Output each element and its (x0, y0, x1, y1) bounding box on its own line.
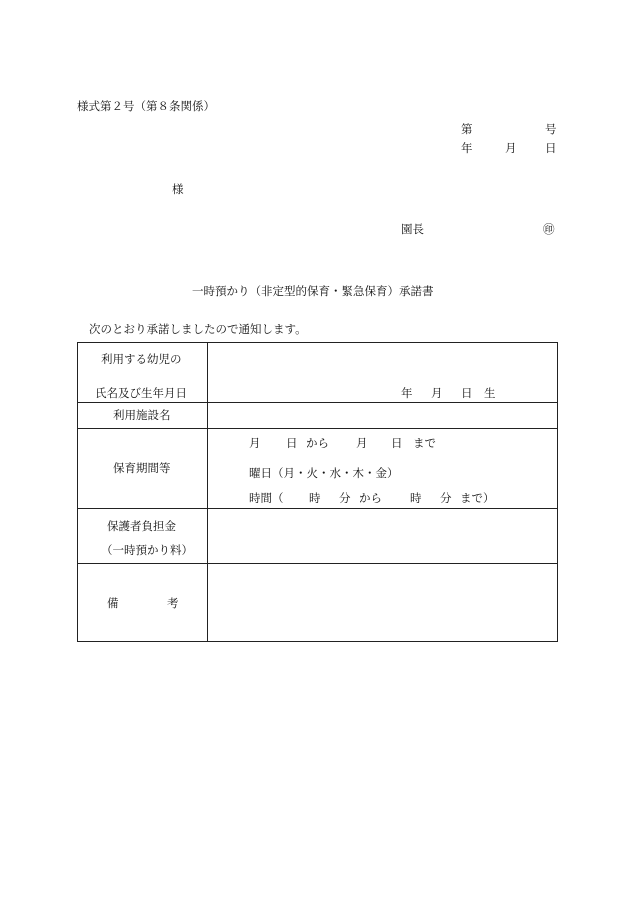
time-from: から (359, 491, 382, 505)
approval-table (77, 342, 558, 642)
table-row-child (78, 343, 558, 403)
time-to: まで） (460, 491, 495, 505)
from-word: から (306, 436, 329, 450)
time-minute-1: 分 (339, 491, 351, 505)
seal-mark: ㊞ (543, 222, 555, 236)
document-title: 一時預かり（非定型的保育・緊急保育）承諾書 (192, 284, 434, 298)
fee-label-2: （一時預かり料） (101, 543, 193, 557)
facility-label-cell (78, 403, 208, 429)
table-row-fee (78, 509, 558, 564)
date-month: 月 (505, 141, 517, 155)
date-day: 日 (545, 141, 557, 155)
weekdays: 曜日（月・火・水・木・金） (249, 466, 399, 480)
birth-day: 日 (461, 386, 473, 400)
time-hour-1: 時 (309, 491, 321, 505)
period-label-cell (78, 429, 208, 509)
child-label-1: 利用する幼児の (101, 352, 182, 366)
date-year: 年 (461, 141, 473, 155)
fee-label-cell (78, 509, 208, 564)
remarks-char-1: 備 (107, 596, 119, 610)
remarks-char-2: 考 (167, 596, 179, 610)
intro-text: 次のとおり承諾しましたので通知します。 (89, 322, 307, 336)
addressee-suffix: 様 (172, 182, 184, 196)
doc-no-suffix: 号 (545, 122, 557, 136)
from-month: 月 (249, 436, 261, 450)
table-row-period (78, 429, 558, 509)
period-label: 保育期間等 (113, 461, 171, 475)
birth-month: 月 (431, 386, 443, 400)
child-label-2: 氏名及び生年月日 (95, 386, 187, 400)
fee-value-cell (208, 509, 558, 564)
birth-suffix: 生 (484, 386, 496, 400)
table-row-facility (78, 403, 558, 429)
to-month: 月 (356, 436, 368, 450)
child-label-cell (78, 343, 208, 403)
remarks-label-cell (78, 564, 208, 642)
facility-value-cell (208, 403, 558, 429)
time-hour-2: 時 (410, 491, 422, 505)
time-minute-2: 分 (440, 491, 452, 505)
child-value-cell (208, 343, 558, 403)
to-word: まで (413, 436, 436, 450)
birth-year: 年 (401, 386, 413, 400)
from-day: 日 (286, 436, 298, 450)
time-prefix: 時間（ (249, 491, 284, 505)
doc-no-prefix: 第 (461, 122, 473, 136)
remarks-value-cell (208, 564, 558, 642)
form-number: 様式第２号（第８条関係） (77, 99, 215, 113)
table-row-remarks (78, 564, 558, 642)
period-value-cell (208, 429, 558, 509)
to-day: 日 (391, 436, 403, 450)
fee-label-1: 保護者負担金 (107, 519, 176, 533)
director-label: 園長 (401, 222, 424, 236)
facility-label: 利用施設名 (113, 408, 171, 422)
